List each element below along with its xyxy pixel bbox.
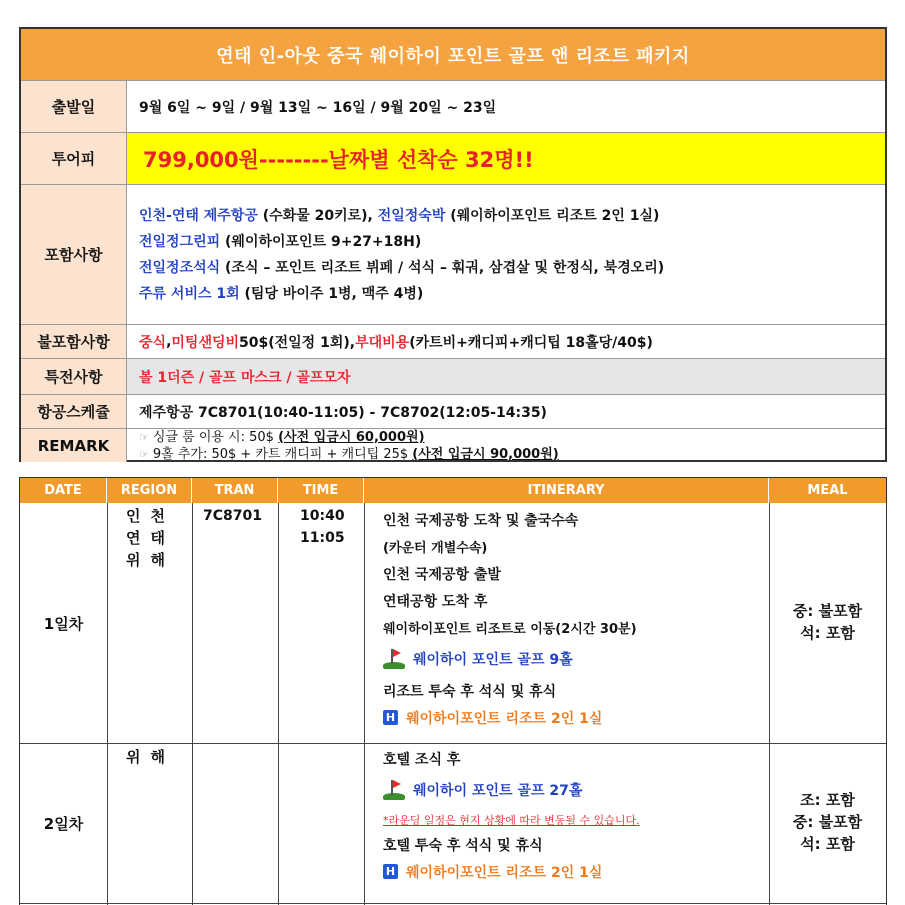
tour-fee-value: 799,000원--------날짜별 선착순 32명!! — [127, 133, 885, 184]
included-meals: 전일정조석식 — [139, 259, 221, 276]
list-item: (카운터 개별수속) — [383, 541, 488, 556]
rounding-notice: *라운딩 일정은 현지 상황에 따라 변동될 수 있습니다. — [383, 813, 640, 827]
day2-region — [126, 746, 186, 768]
flight-label: 항공스케쥴 — [21, 395, 127, 428]
golf-flag-icon — [383, 649, 405, 669]
special-label: 특전사항 — [21, 359, 127, 394]
golf-schedule: 웨이하이 포인트 골프 9홀 — [413, 652, 573, 668]
excluded-lunch: 중식 — [139, 334, 167, 351]
included-greenfee-detail: (웨이하이포인트 9+27+18H) — [220, 233, 422, 250]
remark-extra-holes: 9홀 추가: 50$ + 카트 캐디피 + 캐디팁 25$ — [152, 446, 413, 462]
included-flight: 인천-연태 제주항공 — [139, 207, 258, 224]
excluded-meeting-detail: 50$(전일정 1회), — [239, 334, 356, 351]
header-tran: TRAN — [192, 478, 278, 503]
list-item: 인천 국제공항 도착 및 출국수속 — [383, 512, 579, 529]
hotel-name: 웨이하이포인트 리조트 2인 1실 — [406, 710, 603, 727]
itinerary-table — [19, 477, 887, 905]
included-greenfee: 전일정그린피 — [139, 233, 221, 250]
remark-label: REMARK — [21, 429, 127, 462]
flight-row — [21, 395, 885, 429]
included-label: 포함사항 — [21, 185, 127, 324]
departure-time: 10:40 — [300, 508, 345, 524]
included-drinks: 주류 서비스 1회 — [139, 285, 240, 302]
list-item: 웨이하이포인트 리조트로 이동(2시간 30분) — [383, 622, 637, 637]
pointing-hand-icon: ☞ — [139, 447, 149, 461]
header-itinerary: ITINERARY — [364, 478, 769, 503]
included-meals-detail: (조식 – 포인트 리조트 뷔페 / 석식 – 훠궈, 삼겹살 및 한정식, 북경오리) — [220, 259, 665, 276]
included-line-1 — [139, 203, 659, 229]
included-lodging: 전일정숙박 — [377, 207, 446, 224]
day1-meal — [769, 600, 886, 644]
day1-region — [126, 505, 186, 571]
header-time: TIME — [278, 478, 364, 503]
excluded-meeting: 미팅샌딩비 — [171, 334, 240, 351]
arrival-time: 11:05 — [300, 530, 345, 546]
package-title: 연태 인-아웃 중국 웨이하이 포인트 골프 앤 리조트 패키지 — [21, 29, 885, 81]
remark-extra-holes-prepay: (사전 입금시 90,000원) — [412, 446, 559, 462]
meal-dinner: 석: 포함 — [800, 835, 855, 853]
meal-lunch: 중: 불포함 — [792, 602, 863, 620]
golf-schedule: 웨이하이 포인트 골프 27홀 — [413, 783, 583, 799]
flight-value: 제주항공 7C8701(10:40-11:05) - 7C8702(12:05-14:35) — [139, 404, 547, 421]
included-line-2 — [139, 229, 421, 255]
included-row — [21, 185, 885, 325]
pointing-hand-icon: ☞ — [139, 430, 149, 444]
excluded-label: 불포함사항 — [21, 325, 127, 358]
included-line-4 — [139, 281, 423, 307]
row-divider — [20, 903, 886, 904]
golf-flag-icon — [383, 780, 405, 800]
hotel-icon: H — [383, 864, 398, 879]
excluded-row — [21, 325, 885, 359]
remark-row — [21, 429, 885, 462]
hotel-name: 웨이하이포인트 리조트 2인 1실 — [406, 864, 603, 881]
included-baggage: (수화물 20키로), — [257, 207, 378, 224]
list-item: 호텔 조식 후 — [383, 751, 461, 768]
excluded-extra-detail: (카트비+캐디피+캐디팁 18홀당/40$) — [409, 334, 653, 351]
departure-value: 9월 6일 ~ 9일 / 9월 13일 ~ 16일 / 9월 20일 ~ 23일 — [139, 99, 497, 116]
special-value: 볼 1더즌 / 골프 마스크 / 골프모자 — [127, 359, 885, 394]
list-item: 리조트 투숙 후 석식 및 휴식 — [383, 683, 557, 700]
included-line-3 — [139, 255, 664, 281]
column-divider — [107, 503, 108, 905]
day1-flight-number: 7C8701 — [203, 508, 262, 524]
list-item-golf — [383, 772, 640, 808]
list-item: 인천 국제공항 출발 — [383, 566, 501, 583]
header-region: REGION — [107, 478, 192, 503]
region-city: 연태 — [126, 529, 175, 547]
tour-fee-row — [21, 133, 885, 185]
day2-meal — [769, 789, 886, 855]
remark-single-room: 싱글 룸 이용 시: 50$ — [152, 429, 279, 445]
list-item-hotel — [383, 704, 637, 731]
meal-breakfast: 조: 포함 — [800, 791, 855, 809]
departure-label: 출발일 — [21, 81, 127, 132]
meal-lunch: 중: 불포함 — [792, 813, 863, 831]
tour-fee-label: 투어피 — [21, 133, 127, 184]
list-item-hotel — [383, 858, 640, 885]
region-city: 위해 — [126, 748, 175, 766]
day1-time — [300, 505, 345, 549]
included-lodging-detail: (웨이하이포인트 리조트 2인 1실) — [445, 207, 660, 224]
excluded-value — [127, 325, 885, 358]
excluded-extra: 부대비용 — [355, 334, 410, 351]
remark-line-1 — [139, 429, 425, 446]
list-item-golf — [383, 641, 637, 677]
itinerary-header — [20, 478, 886, 503]
hotel-icon: H — [383, 710, 398, 725]
remark-line-2 — [139, 446, 559, 463]
header-meal: MEAL — [807, 483, 848, 498]
meal-dinner: 석: 포함 — [800, 624, 855, 642]
day1-date: 1일차 — [43, 614, 84, 633]
column-divider — [364, 503, 365, 905]
column-divider — [192, 503, 193, 905]
row-divider — [20, 743, 886, 744]
list-item-notice — [383, 808, 640, 831]
region-city: 위해 — [126, 551, 175, 569]
list-item: 호텔 투숙 후 석식 및 휴식 — [383, 837, 543, 854]
remark-single-room-prepay: (사전 입금시 60,000원) — [278, 429, 425, 445]
special-row — [21, 359, 885, 395]
departure-row — [21, 81, 885, 133]
package-info-table — [19, 27, 887, 462]
excluded-sep: , — [166, 333, 172, 350]
list-item: 연태공항 도착 후 — [383, 593, 488, 610]
day2-date: 2일차 — [43, 815, 84, 833]
day1-itinerary — [383, 506, 637, 731]
day2-itinerary — [383, 745, 640, 885]
region-city: 인천 — [126, 507, 175, 525]
column-divider — [278, 503, 279, 905]
included-list — [127, 185, 885, 324]
remark-value — [127, 429, 885, 462]
included-drinks-detail: (팀당 바이주 1병, 맥주 4병) — [239, 285, 424, 302]
header-date: DATE — [20, 478, 107, 503]
